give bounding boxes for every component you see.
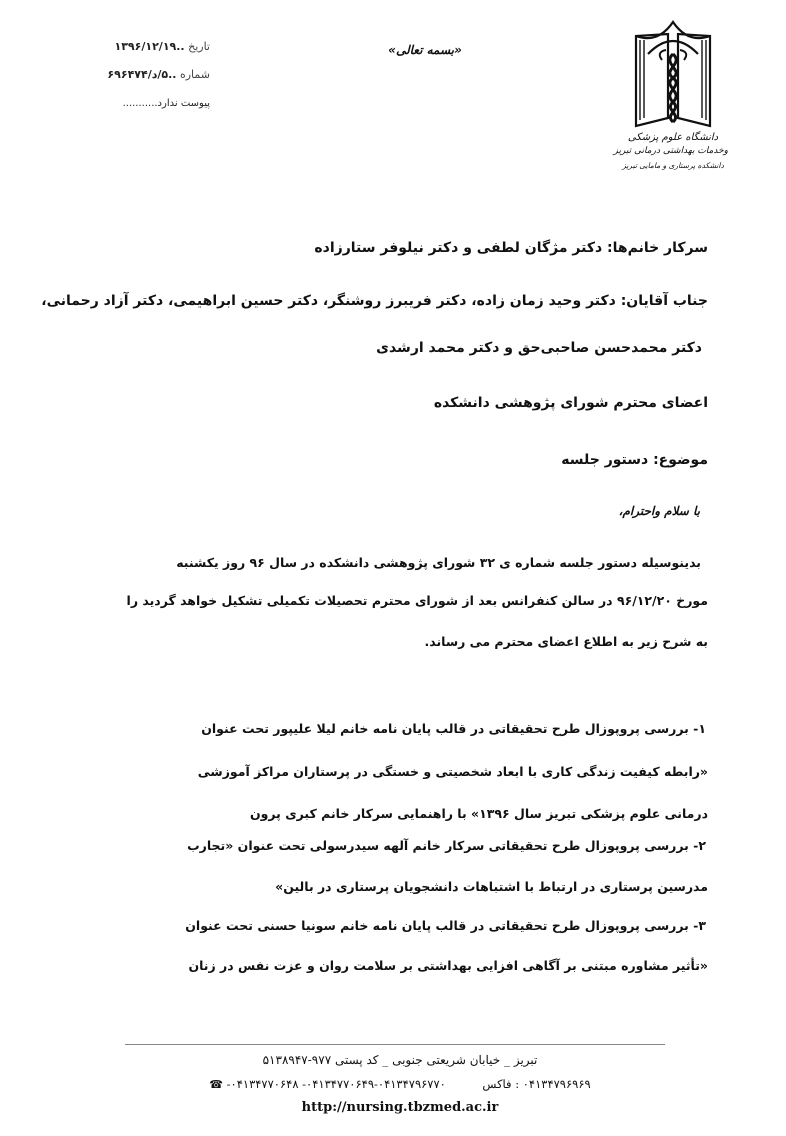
letter-date [70,40,210,53]
logo-emblem-icon [618,14,728,134]
logo-text-faculty: دانشکده پرستاری و مامایی تبریز [622,161,724,170]
greeting: با سلام واحترام، [618,504,700,518]
subject-line: موضوع: دستور جلسه [561,452,708,468]
agenda-item-1-line: ۱- بررسی پروپوزال طرح تحقیقاتی در قالب پایان نامه خانم لیلا علیپور تحت عنوان [201,721,706,736]
addressee-council-members: اعضای محترم شورای پژوهشی دانشکده [433,395,708,411]
footer-address: تبریز _ خیابان شریعتی جنوبی _ کد پستی ۹۷۷-۵۱۳۸۹۴۷ [262,1053,538,1067]
agenda-item-1-line: «رابطه کیفیت زندگی کاری با ابعاد شخصیتی و خستگی در پرستاران مراکز آموزشی [197,764,708,779]
paragraph-line: به شرح زیر به اطلاع اعضای محترم می رساند. [424,634,708,649]
agenda-item-3-line: «تأثیر مشاوره مبتنی بر آگاهی افزایی بهداشتی بر سلامت روان و عزت نفس در زنان [188,958,708,973]
attachment-note: پیوست ندارد........... [122,98,210,109]
footer-phones: ۰۴۱۳۴۷۹۶۷۷۰-۰۴۱۳۴۷۷۰۶۴۹- ۰۴۱۳۴۷۷۰۶۴۸- [226,1077,446,1091]
agenda-item-2-line: ۲- بررسی پروپوزال طرح تحقیقاتی سرکار خانم آلهه سیدرسولی تحت عنوان «تجارب [187,838,706,853]
agenda-item-1-line: درمانی علوم پزشکی تبریز سال ۱۳۹۶» با راهنمایی سرکار خانم کبری پرون [249,806,708,821]
date-value: ..۱۳۹۶/۱۲/۱۹ [114,40,185,53]
footer-contact [120,1077,680,1091]
footer-divider [125,1044,665,1045]
number-label: شماره [179,68,210,81]
agenda-item-2-line: مدرسین پرستاری در ارتباط با اشتباهات دانشجویان پرستاری در بالین» [275,879,708,894]
date-label: تاریخ [188,40,210,53]
addressee-ladies: سرکار خانم‌ها: دکتر مژگان لطفی و دکتر نیلوفر ستارزاده [314,240,708,256]
footer-fax: ۰۴۱۳۴۷۹۶۹۶۹ : فاکس [482,1077,591,1091]
letter-number [70,68,210,81]
agenda-item-3-line: ۳- بررسی پروپوزال طرح تحقیقاتی در قالب پایان نامه خانم سونیا حسنی تحت عنوان [185,918,706,933]
logo-text-services: وخدمات بهداشتی درمانی تبریز [613,146,728,156]
footer-website-link[interactable]: http://nursing.tbzmed.ac.ir [301,1100,499,1115]
university-logo [613,14,728,184]
addressee-gentlemen-line-2: دکتر محمدحسن صاحبی‌حق و دکتر محمد ارشدی [376,340,702,356]
basmala-heading: «بسمه تعالی» [388,43,462,57]
number-value: ..۵/د/۶۹۶۴۷۴ [107,68,177,81]
paragraph-line: بدینوسیله دستور جلسه شماره ی ۳۲ شورای پژوهشی دانشکده در سال ۹۶ روز یکشنبه [176,555,701,570]
paragraph-line: مورخ ۹۶/۱۲/۲۰ در سالن کنفرانس بعد از شورای محترم تحصیلات تکمیلی تشکیل خواهد گردید را [126,593,708,608]
addressee-gentlemen-line-1: جناب آقایان: دکتر وحید زمان زاده، دکتر فریبرز روشنگر، دکتر حسین ابراهیمی، دکتر آزاد رحمانی، [41,293,708,309]
telephone-icon: ☎ [209,1078,223,1091]
logo-text-university: دانشگاه علوم پزشکی [627,132,719,143]
